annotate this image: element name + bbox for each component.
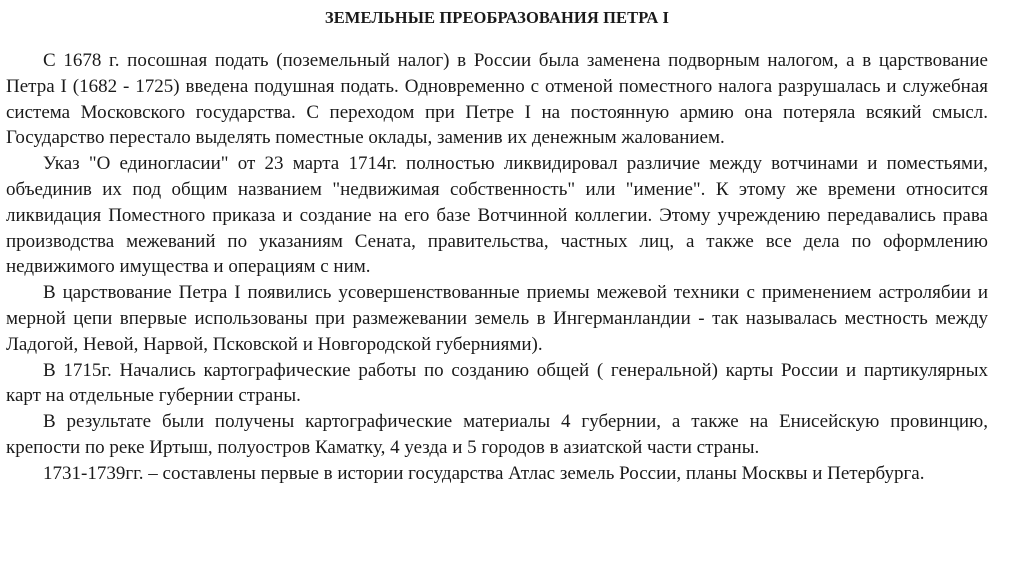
paragraph-tax-reform: С 1678 г. посошная подать (поземельный налог) в России была заменена подворным налогом, а в царствование Петра I (1682 - 1725) введена подушная подать. Одновременно с отменой поместного налога разрушалась и служебная система Московского государства. С переходом при Петре I на постоянную армию она потеряла всякий смысл. Государство перестало выделять поместные оклады, заменив их денежным жалованием. [6,50,988,149]
document-title: ЗЕМЕЛЬНЫЕ ПРЕОБРАЗОВАНИЯ ПЕТРА I [324,8,670,27]
paragraph-unanimity-decree: Указ "О единогласии" от 23 марта 1714г. полностью ликвидировал различие между вотчинами и поместьями, объединив их под общим названием "недвижимая собственность" или "имение". К этому же времени относится ликвидация Поместного приказа и создание на его базе Вотчинной коллегии. Этому учреждению передавались права производства межеваний по указаниям Сената, правительства, частных лиц, а также все дела по оформлению недвижимого имущества и операциям с ним. [6,153,988,278]
paragraph-cartographic-works: В 1715г. Начались картографические работы по созданию общей ( генеральной) карты России и партикулярных карт на отдельные губернии страны. [6,359,988,407]
paragraph-atlas: 1731-1739гг. – составлены первые в истории государства Атлас земель России, планы Москвы и Петербурга. [43,462,925,484]
paragraph-cartographic-results: В результате были получены картографические материалы 4 губернии, а также на Енисейскую провинцию, крепости по реке Иртыш, полуостров Каматку, 4 уезда и 5 городов в азиатской части страны. [6,411,988,458]
paragraph-surveying-technique: В царствование Петра I появились усовершенствованные приемы межевой техники с применением астролябии и мерной цепи впервые использованы при размежевании земель в Ингерманландии - так называлась местность между Ладогой, Невой, Нарвой, Псковской и Новгородской губерниями). [6,282,988,355]
